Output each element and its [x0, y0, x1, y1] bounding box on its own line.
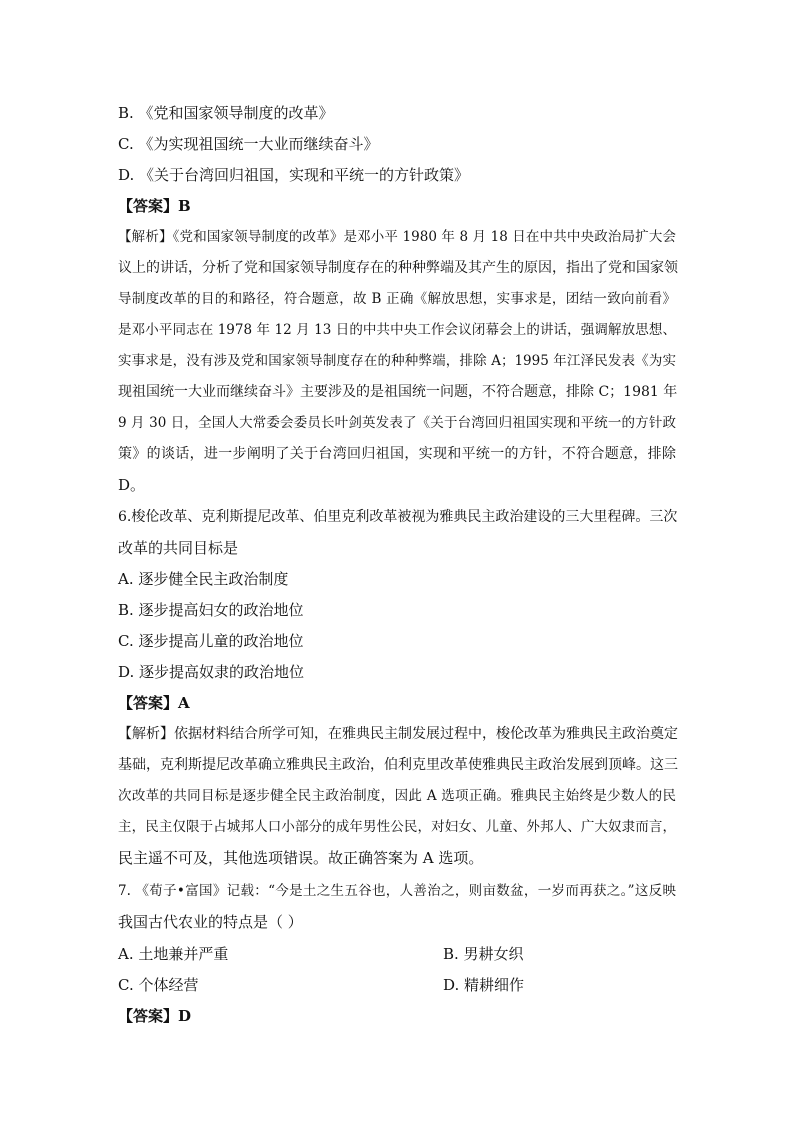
q6-stem-line: 6.梭伦改革、克利斯提尼改革、伯里克利改革被视为雅典民主政治建设的三大里程碑。三次 — [118, 509, 678, 525]
q5-option-c: C. 《为实现祖国统一大业而继续奋斗》 — [118, 135, 379, 153]
q6-analysis-line: 民主遥不可及，其他选项错误。故正确答案为 A 选项。 — [118, 849, 484, 867]
q5-analysis-line: 9 月 30 日，全国人大常委会委员长叶剑英发表了《关于台湾回归祖国实现和平统一的方针政 — [118, 415, 676, 431]
q7-stem-line: 7. 《荀子•富国》记载：“今是土之生五谷也，人善治之，则亩数盆，一岁而再获之。”这反映 — [118, 883, 676, 899]
q6-analysis-line: 主，民主仅限于占城邦人口小部分的成年男性公民，对妇女、儿童、外邦人、广大奴隶而言， — [118, 819, 676, 835]
q5-analysis-line: 实事求是，没有涉及党和国家领导制度存在的种种弊端，排除 A；1995 年江泽民发表《为实 — [118, 353, 676, 369]
q6-answer: 【答案】A — [118, 694, 190, 712]
q6-analysis-line: 【解析】依据材料结合所学可知，在雅典民主制发展过程中，梭伦改革为雅典民主政治奠定 — [118, 726, 678, 742]
q6-option-d: D. 逐步提高奴隶的政治地位 — [118, 663, 305, 681]
q7-option-d: D. 精耕细作 — [443, 976, 525, 994]
q5-analysis-line: 现祖国统一大业而继续奋斗》主要涉及的是祖国统一问题，不符合题意，排除 C；1981 年 — [118, 384, 678, 400]
q7-answer: 【答案】D — [118, 1007, 192, 1025]
q6-analysis-line: 次改革的共同目标是逐步健全民主政治制度，因此 A 选项正确。雅典民主始终是少数人的民 — [118, 788, 676, 804]
q6-option-b: B. 逐步提高妇女的政治地位 — [118, 601, 304, 619]
q5-analysis-line: 议上的讲话，分析了党和国家领导制度存在的种种弊端及其产生的原因，指出了党和国家领 — [118, 260, 678, 276]
q7-stem-line: 我国古代农业的特点是（ ） — [118, 913, 303, 931]
q5-option-b: B. 《党和国家领导制度的改革》 — [118, 104, 334, 122]
q5-answer: 【答案】B — [118, 197, 191, 215]
q6-stem-line: 改革的共同目标是 — [118, 539, 239, 557]
q5-analysis-line: 策》的谈话，进一步阐明了关于台湾回归祖国，实现和平统一的方针，不符合题意，排除 — [118, 446, 676, 462]
q5-analysis-line: D。 — [118, 476, 146, 494]
q6-analysis-line: 基础，克利斯提尼改革确立雅典民主政治，伯利克里改革使雅典民主政治发展到顶峰。这三 — [118, 757, 678, 773]
q5-option-d: D. 《关于台湾回归祖国，实现和平统一的方针政策》 — [118, 166, 470, 184]
q6-option-a: A. 逐步健全民主政治制度 — [118, 570, 289, 588]
q7-option-a: A. 土地兼并严重 — [118, 945, 229, 963]
q5-analysis-line: 【解析】《党和国家领导制度的改革》是邓小平 1980 年 8 月 18 日在中共中央政治局扩大会 — [118, 229, 676, 245]
q7-option-b: B. 男耕女织 — [443, 945, 524, 963]
q6-option-c: C. 逐步提高儿童的政治地位 — [118, 632, 304, 650]
q5-analysis-line: 导制度改革的目的和路径，符合题意，故 B 正确《解放思想，实事求是，团结一致向前看》 — [118, 291, 676, 307]
q5-analysis-line: 是邓小平同志在 1978 年 12 月 13 日的中共中央工作会议闭幕会上的讲话，强调解放思想、 — [118, 322, 676, 338]
q7-option-c: C. 个体经营 — [118, 976, 199, 994]
